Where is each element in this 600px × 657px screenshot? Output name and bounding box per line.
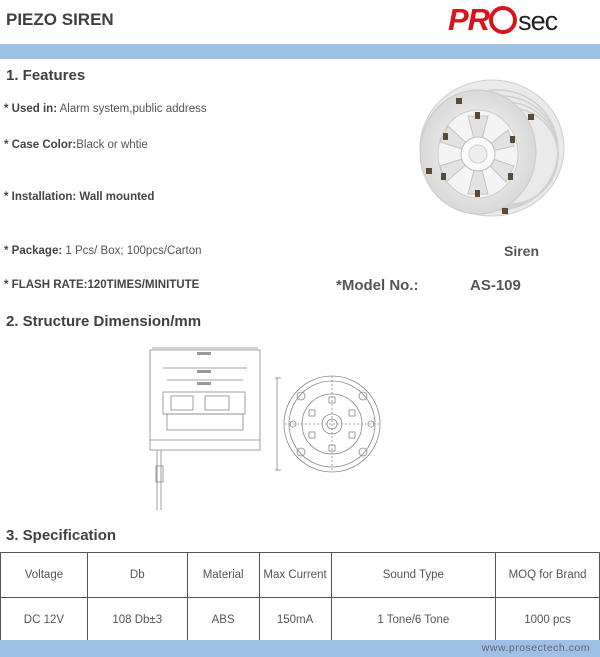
model-value: AS-109 bbox=[470, 277, 521, 294]
logo-o-ring-icon bbox=[489, 6, 517, 34]
feature-package bbox=[4, 245, 202, 257]
case-color-label: * Case Color: bbox=[4, 139, 77, 151]
case-color-value: Black or whtie bbox=[76, 139, 148, 151]
used-in-label: * Used in: bbox=[4, 103, 58, 115]
website-link[interactable]: www.prosectech.com bbox=[481, 642, 590, 654]
logo-sec-text: sec bbox=[518, 6, 558, 36]
front-view-drawing bbox=[275, 372, 397, 482]
structure-heading: 2. Structure Dimension/mm bbox=[6, 313, 202, 330]
spec-header-row bbox=[1, 553, 600, 598]
spec-cell: ABS bbox=[187, 598, 259, 643]
brand-logo bbox=[448, 2, 557, 38]
spec-header-cell: Db bbox=[87, 553, 187, 598]
installation-text: * Installation: Wall mounted bbox=[4, 191, 155, 203]
spec-cell: 1 Tone/6 Tone bbox=[331, 598, 496, 643]
used-in-value: Alarm system,public address bbox=[57, 103, 207, 115]
siren-product-image bbox=[410, 78, 570, 238]
spec-cell: 108 Db±3 bbox=[87, 598, 187, 643]
features-heading: 1. Features bbox=[6, 67, 86, 84]
spec-data-row bbox=[1, 598, 600, 643]
logo-pro-text: PR bbox=[448, 2, 490, 37]
side-view-drawing bbox=[145, 340, 270, 520]
package-label: * Package: bbox=[4, 245, 63, 257]
spec-header-cell: MOQ for Brand bbox=[496, 553, 600, 598]
spec-cell: DC 12V bbox=[1, 598, 88, 643]
spec-header-cell: Sound Type bbox=[331, 553, 496, 598]
package-value: 1 Pcs/ Box; 100pcs/Carton bbox=[62, 245, 202, 257]
model-label: *Model No.: bbox=[336, 277, 419, 294]
specification-table bbox=[0, 552, 600, 643]
header-band bbox=[0, 44, 600, 59]
spec-cell: 1000 pcs bbox=[496, 598, 600, 643]
page-title: PIEZO SIREN bbox=[6, 10, 114, 29]
spec-header-cell: Material bbox=[187, 553, 259, 598]
spec-cell: 150mA bbox=[259, 598, 331, 643]
feature-case-color bbox=[4, 139, 148, 151]
feature-flash-rate bbox=[4, 279, 199, 291]
spec-header-cell: Max Current bbox=[259, 553, 331, 598]
product-caption: Siren bbox=[504, 243, 540, 259]
feature-used-in bbox=[4, 103, 207, 115]
feature-installation bbox=[4, 191, 154, 203]
flash-rate-text: * FLASH RATE:120TIMES/MINITUTE bbox=[4, 279, 200, 291]
spec-header-cell: Voltage bbox=[1, 553, 88, 598]
specification-heading: 3. Specification bbox=[6, 527, 117, 544]
